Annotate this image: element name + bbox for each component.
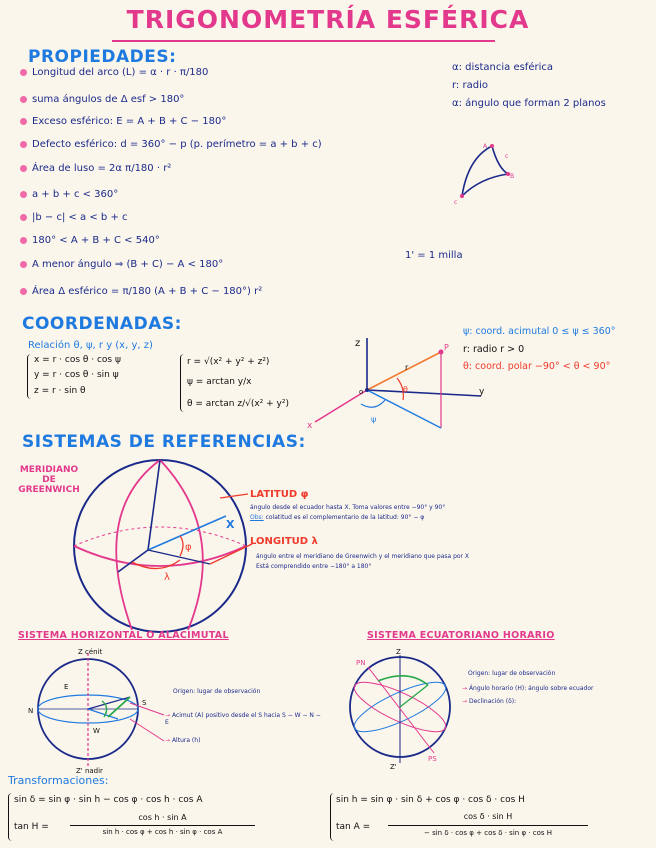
legend-radius: r: radio [452,80,488,91]
title-underline [112,40,495,42]
longitud-desc-1: ángulo entre el meridiano de Greenwich y el meridiano que pasa por X [256,553,470,560]
fraction-bar [388,825,588,826]
eq-y: y = r · cos θ · sin ψ [34,370,119,380]
trans-right-2-label: tan A = [336,822,371,832]
point-p-label: P [444,343,449,352]
ecuatoriano-declinacion: → Declinación (δ): [462,698,517,705]
longitud-desc-2: Está comprendido entre −180° a 180° [256,563,372,570]
west-label: W [93,727,100,735]
list-item: Longitud del arco (L) = α · r · π/180 [20,67,208,78]
bullet-icon [20,96,27,103]
brace-trans-left [8,793,12,841]
pn-label: PN [356,659,366,667]
sistemas-heading: SISTEMAS DE REFERENCIAS: [22,432,306,452]
trans-right-2-den: − sin δ · cos φ + cos δ · sin φ · cos H [423,829,552,837]
lambda-symbol: λ [164,572,170,583]
legend-distance: α: distancia esférica [452,62,553,73]
ps-label: PS [428,755,437,763]
bullet-icon [20,69,27,76]
list-item: |b − c| < a < b + c [20,212,128,223]
page-title: TRIGONOMETRÍA ESFÉRICA [126,5,530,34]
trans-left-2-num: cos h · sin A [138,813,187,822]
trans-right-1: sin h = sin φ · sin δ + cos φ · cos δ · cos H [336,795,525,805]
axis-x-label: x [307,421,313,431]
axis-y-label: y [479,387,485,397]
globe-diagram [60,452,260,642]
brace-left [27,354,31,399]
bullet-icon [20,288,27,295]
latitud-desc-1: ángulo desde el ecuador hasta X. Toma valores entre −90° y 90° [250,504,446,511]
longitud-label: LONGITUD λ [250,536,318,547]
legend-angle: α: ángulo que forman 2 planos [452,98,606,109]
trans-left-2-label: tan H = [14,822,49,832]
note-r: r: radio r > 0 [463,344,525,355]
relacion-label: Relación θ, ψ, r y (x, y, z) [28,340,153,351]
zenit-label: Z cénit [78,648,103,656]
point-x-label: X [226,518,235,531]
list-item: A menor ángulo ⇒ (B + C) − A < 180° [20,259,223,270]
list-item: Área Δ esférico = π/180 (A + B + C − 180°) r² [20,286,262,297]
propiedades-heading: PROPIEDADES: [28,47,177,67]
trans-left-2-den: sin h · cos φ + cos h · sin φ · cos A [102,828,223,836]
eq-z: z = r · sin θ [34,386,86,396]
east-label: E [64,683,69,691]
ecuatoriano-origen: Origen: lugar de observación [468,670,556,677]
horizontal-acimut: → Acimut (A) positivo desde el S hacia S − W − N − E [165,712,321,726]
eq-r: r = √(x² + y² + z²) [187,357,270,367]
bullet-icon [20,118,27,125]
latitud-desc-2: Obs: colatitud es el complementario de la latitud: 90° − φ [250,514,425,521]
transformaciones-heading: Transformaciones: [8,774,109,787]
note-theta: θ: coord. polar −90° < θ < 90° [463,361,611,372]
bullet-icon [20,141,27,148]
origin-label: o [359,388,364,396]
coordenadas-heading: COORDENADAS: [22,314,182,334]
south-label: S [142,699,147,707]
eq-theta: θ = arctan z/√(x² + y²) [187,399,289,409]
latitud-label: LATITUD φ [250,489,309,500]
meridiano-label: MERIDIANO DE GREENWICH [18,465,80,495]
svg-text:c: c [505,153,509,160]
spherical-triangle-diagram [450,138,520,206]
fraction-bar [70,825,255,826]
svg-text:B: B [510,173,515,180]
axis-z-label: z [355,338,361,349]
bullet-icon [20,191,27,198]
zp-label: Z' [390,763,397,770]
brace-trans-right [330,793,334,841]
trans-left-1: sin δ = sin φ · sin h − cos φ · cos h · cos A [14,795,203,805]
ecuatoriano-angulo: → Ángulo horario (H): ángulo sobre ecuador [462,685,594,692]
bullet-icon [20,165,27,172]
eq-psi: ψ = arctan y/x [187,377,252,387]
list-item: 180° < A + B + C < 540° [20,235,160,246]
nadir-label: Z' nadir [76,767,103,775]
horizontal-heading: SISTEMA HORIZONTAL O ALACIMUTAL [18,630,229,641]
bullet-icon [20,261,27,268]
north-label: N [28,707,34,715]
bullet-icon [20,237,27,244]
theta-label: θ [403,385,408,394]
milla-note: 1' = 1 milla [405,250,463,261]
brace-right [180,354,184,412]
list-item: Defecto esférico: d = 360° − p (p. perímetro = a + b + c) [20,139,322,150]
list-item: a + b + c < 360° [20,189,118,200]
z-label: Z [396,648,401,656]
svg-text:A: A [483,143,488,150]
horizontal-altura: → Altura (h) [165,737,201,744]
list-item: Exceso esférico: E = A + B + C − 180° [20,116,226,127]
ecuatoriano-heading: SISTEMA ECUATORIANO HORARIO [367,630,555,641]
bullet-icon [20,214,27,221]
phi-symbol: φ [185,542,192,553]
equatorial-system-diagram [338,645,463,770]
psi-label: ψ [371,415,377,424]
trans-right-2-num: cos δ · sin H [463,812,513,821]
horizontal-origen: Origen: lugar de observación [173,688,261,695]
list-item: Área de luso = 2α π/180 · r² [20,163,171,174]
radius-label: r [405,363,409,372]
horizontal-system-diagram [18,645,168,775]
eq-x: x = r · cos θ · cos ψ [34,355,121,365]
note-psi: ψ: coord. acimutal 0 ≤ ψ ≤ 360° [463,326,616,337]
svg-text:c: c [454,199,458,206]
list-item: suma ángulos de Δ esf > 180° [20,94,184,105]
